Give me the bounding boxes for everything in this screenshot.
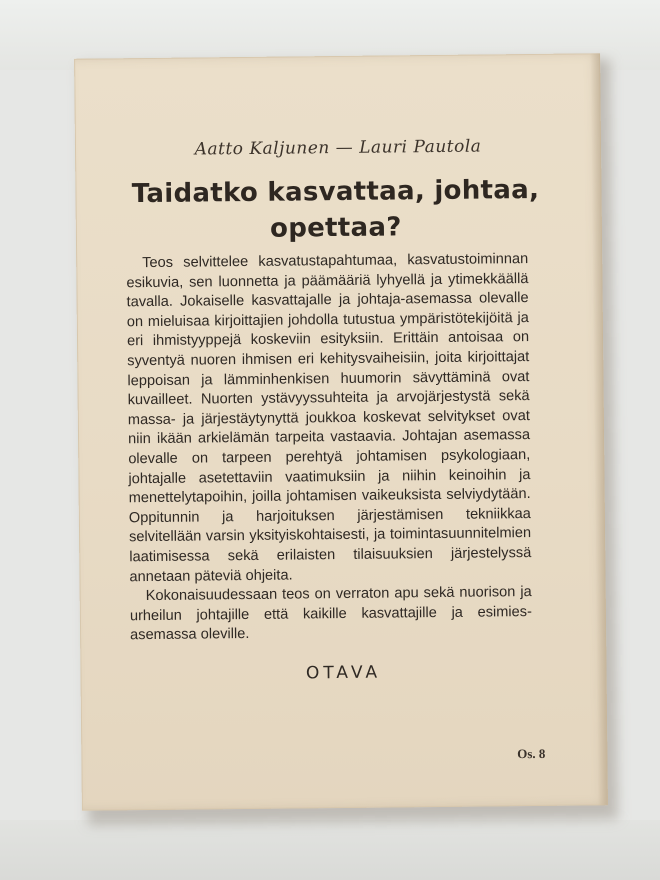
background-bottom	[0, 820, 660, 880]
blurb-paragraph-1: Teos selvittelee kasvatustapahtumaa, kasvatustoiminnan esikuvia, sen luonnetta ja päämääriä lyhyellä ja ytimekkäällä tavalla. Jokaiselle kasvattajalle ja johtaja-asemassa olevalle on mieluisaa kirjoittajien johdolla tutustua ympäristötekijöitä ja eri ihmistyyppejä koskeviin esityksiin. Erittäin antoisaa on syventyä nuoren ihmisen eri kehitysvaiheisiin, joita kirjoittajat leppoisan ja lämminhenkisen huumorin sävyttäminä ovat kuvailleet. Nuorten ystävyyssuhteita ja arvojärjestystä sekä massa- ja järjestäytynyttä joukkoa koskevat selvitykset ovat niin ikään arkielämän tarpeita vastaavia. Johtajan asemassa olevalle on tarpeen perehtyä johtamisen psykologiaan, johtajalle asetettaviin vaatimuksiin ja niihin keinoihin ja menettelytapoihin, joilla johtamisen vaikeuksista selviydytään. Oppitunnin ja harjoituksen järjestämisen tekniikkaa selvitellään varsin yksityiskohtaisesti, ja toimintasuunnitelmien laatimisessa sekä erilaisten tilaisuuksien järjestelyssä annetaan päteviä ohjeita.	[126, 251, 532, 585]
book-back-cover	[74, 53, 608, 810]
title-line-2: opettaa?	[269, 212, 402, 244]
publisher-name: OTAVA	[305, 662, 382, 684]
authors-line: Aatto Kaljunen — Lauri Pautola	[194, 136, 482, 160]
price-code: Os. 8	[517, 745, 546, 762]
blurb-text	[126, 250, 532, 646]
title-line-1: Taidatko kasvattaa, johtaa,	[131, 174, 540, 210]
blurb-paragraph-2: Kokonaisuudessaan teos on verraton apu sekä nuorison ja urheilun johtajille että kaikille kasvattajille ja esimies-asemassa oleville.	[129, 584, 532, 644]
book-title	[115, 172, 556, 249]
